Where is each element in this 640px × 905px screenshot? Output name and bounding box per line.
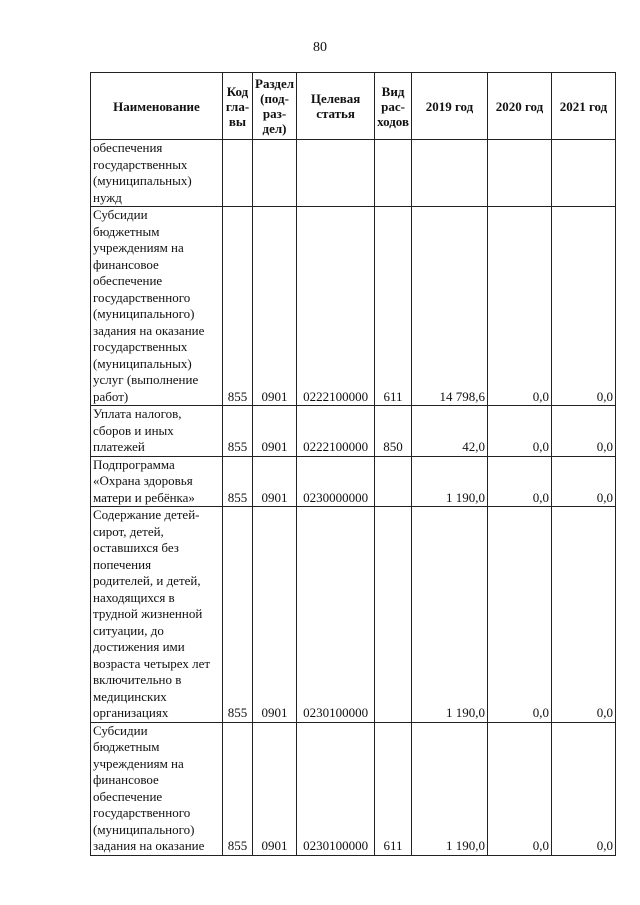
cell-target: 0230100000 [297, 722, 375, 855]
cell-code: 855 [223, 507, 253, 723]
cell-section: 0901 [253, 207, 297, 406]
cell-section: 0901 [253, 406, 297, 457]
cell-2021: 0,0 [551, 406, 615, 457]
cell-2019: 1 190,0 [411, 507, 487, 723]
cell-kind [375, 456, 412, 507]
header-name: Наименование [91, 73, 223, 140]
table-row [91, 406, 616, 457]
cell-code: 855 [223, 406, 253, 457]
cell-2019: 1 190,0 [411, 722, 487, 855]
cell-2021: 0,0 [551, 507, 615, 723]
table-row [91, 207, 616, 406]
cell-2020 [487, 140, 551, 207]
cell-kind: 850 [375, 406, 412, 457]
page-number: 80 [313, 40, 327, 55]
cell-kind [375, 140, 412, 207]
cell-2021 [551, 140, 615, 207]
table-row [91, 456, 616, 507]
table-row [91, 507, 616, 723]
cell-target: 0222100000 [297, 207, 375, 406]
cell-name: Субсидии бюджетным учреждениям на финансовое обеспечение государственного (муниципального) задания на оказание государственных (муниципальных) услуг (выполнение работ) [91, 207, 223, 406]
cell-2020: 0,0 [487, 207, 551, 406]
cell-name: обеспечения государственных (муниципальных) нужд [91, 140, 223, 207]
cell-section: 0901 [253, 507, 297, 723]
header-target: Целевая статья [297, 73, 375, 140]
cell-name: Содержание детей- сирот, детей, оставшихся без попечения родителей, и детей, находящихся в трудной жизненной ситуации, до достижения ими возраста четырех лет включительно в медицинских организациях [91, 507, 223, 723]
cell-2020: 0,0 [487, 722, 551, 855]
cell-name: Субсидии бюджетным учреждениям на финансовое обеспечение государственного (муниципального) задания на оказание [91, 722, 223, 855]
cell-2019: 1 190,0 [411, 456, 487, 507]
table-row [91, 140, 616, 207]
cell-code: 855 [223, 207, 253, 406]
cell-2021: 0,0 [551, 456, 615, 507]
header-section: Раздел (под- раз- дел) [253, 73, 297, 140]
cell-code [223, 140, 253, 207]
cell-2020: 0,0 [487, 456, 551, 507]
table-body [91, 140, 616, 856]
cell-kind: 611 [375, 722, 412, 855]
cell-kind [375, 507, 412, 723]
cell-name: Подпрограмма «Охрана здоровья матери и ребёнка» [91, 456, 223, 507]
header-2019: 2019 год [411, 73, 487, 140]
cell-2021: 0,0 [551, 207, 615, 406]
cell-target [297, 140, 375, 207]
cell-2019: 14 798,6 [411, 207, 487, 406]
cell-code: 855 [223, 456, 253, 507]
header-2020: 2020 год [487, 73, 551, 140]
header-kind: Вид рас- ходов [375, 73, 412, 140]
cell-kind: 611 [375, 207, 412, 406]
cell-section: 0901 [253, 722, 297, 855]
budget-table [90, 72, 616, 856]
cell-target: 0230000000 [297, 456, 375, 507]
cell-section [253, 140, 297, 207]
cell-2021: 0,0 [551, 722, 615, 855]
header-2021: 2021 год [551, 73, 615, 140]
cell-target: 0222100000 [297, 406, 375, 457]
cell-2019 [411, 140, 487, 207]
header-code: Код гла- вы [223, 73, 253, 140]
cell-code: 855 [223, 722, 253, 855]
cell-2019: 42,0 [411, 406, 487, 457]
cell-name: Уплата налогов, сборов и иных платежей [91, 406, 223, 457]
table-row [91, 722, 616, 855]
header-row [91, 73, 616, 140]
cell-2020: 0,0 [487, 507, 551, 723]
cell-2020: 0,0 [487, 406, 551, 457]
cell-target: 0230100000 [297, 507, 375, 723]
cell-section: 0901 [253, 456, 297, 507]
